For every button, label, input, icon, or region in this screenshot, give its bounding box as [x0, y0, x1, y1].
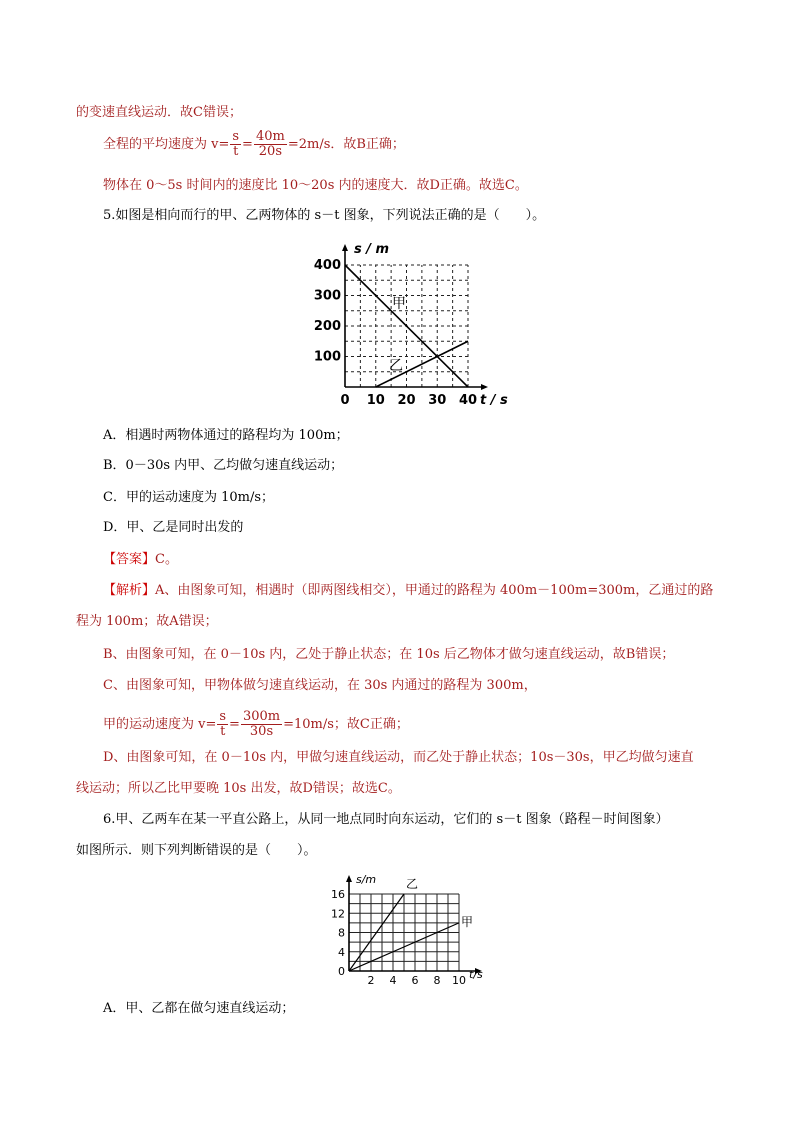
answer-value: C。: [155, 552, 178, 567]
fraction-denominator: t: [220, 724, 226, 739]
analysis-line: C、由图象可知，甲物体做匀速直线运动，在 30s 内通过的路程为 300m，: [103, 678, 537, 693]
x-tick-label: 4: [389, 974, 397, 987]
fraction: [254, 130, 287, 159]
question-6-line2: 如图所示．则下列判断错误的是（ ）。: [76, 843, 317, 858]
fraction-numerator: s: [219, 709, 227, 724]
equals-sign: =: [242, 137, 253, 152]
x-tick-label: 40: [458, 393, 478, 408]
analysis-text: A、由图象可知，相遇时（即两图线相交），甲通过的路程为 400m－100m=300m，乙通过的路: [155, 583, 714, 598]
option-c: C．甲的运动速度为 10m/s；: [103, 490, 274, 505]
analysis-label: 【解析】: [103, 583, 156, 598]
option-b: B．0－30s 内甲、乙均做匀速直线运动；: [103, 458, 344, 473]
average-speed-formula: [103, 130, 405, 159]
series-label: 乙: [389, 358, 403, 374]
fraction-numerator: 40m: [255, 129, 285, 144]
text-line: 的变速直线运动．故C错误；: [76, 105, 242, 120]
fraction: [217, 710, 228, 739]
x-axis-label: t / s: [480, 393, 508, 408]
series-label: 甲: [392, 296, 406, 312]
x-tick-label: 10: [452, 974, 466, 987]
option-a: A．甲、乙都在做匀速直线运动；: [103, 1001, 295, 1016]
fraction-numerator: s: [232, 129, 240, 144]
x-tick-label: 30: [428, 393, 447, 408]
option-d: D．甲、乙是同时出发的: [103, 520, 244, 535]
question-6-line1: 6.甲、乙两车在某一平直公路上，从同一地点同时向东运动，它们的 s－t 图象（路程－时间图象）: [103, 812, 669, 827]
y-tick-label: 300: [313, 288, 341, 304]
x-tick-label: 8: [433, 974, 441, 987]
x-tick-label: 6: [411, 974, 419, 987]
y-tick-label: 400: [313, 258, 341, 273]
fraction: [241, 710, 282, 739]
chart-q5-st-graph: [313, 238, 515, 410]
text-fragment: =10m/s；故C正确；: [283, 717, 409, 732]
x-tick-label: 0: [340, 393, 350, 408]
y-tick-label: 16: [331, 888, 345, 901]
chart-q6-st-graph: [328, 870, 493, 988]
option-a: A．相遇时两物体通过的路程均为 100m；: [103, 428, 349, 443]
fraction: [230, 130, 241, 159]
analysis-line: D、由图象可知，在 0－10s 内，甲做匀速直线运动，而乙处于静止状态；10s－30s，甲乙均做匀速直: [103, 750, 694, 765]
y-tick-label: 8: [338, 926, 345, 940]
equals-sign: =: [229, 717, 240, 732]
text-fragment: 全程的平均速度为 v=: [103, 137, 230, 152]
y-axis-arrow: [346, 875, 352, 882]
text-line: 物体在 0～5s 时间内的速度比 10～20s 内的速度大．故D正确。故选C。: [103, 178, 528, 193]
speed-formula: [103, 710, 409, 739]
y-tick-label: 200: [313, 319, 341, 334]
text-fragment: =2m/s．故B正确；: [287, 137, 405, 152]
analysis-line: 程为 100m；故A错误；: [76, 614, 218, 629]
x-axis-arrow: [481, 384, 488, 390]
analysis-line: [103, 581, 713, 601]
x-axis-label: t/s: [469, 968, 483, 981]
y-axis-label: s/m: [356, 873, 377, 886]
y-tick-label: 0: [338, 965, 345, 978]
y-tick-label: 100: [313, 349, 341, 365]
y-tick-label: 4: [338, 945, 345, 959]
fraction-denominator: 30s: [249, 724, 274, 739]
answer-label: 【答案】: [103, 552, 156, 567]
question-5: 5.如图是相向而行的甲、乙两物体的 s－t 图象，下列说法正确的是（ ）。: [103, 208, 546, 223]
series-label: 乙: [406, 877, 419, 891]
text-fragment: 甲的运动速度为 v=: [103, 717, 217, 732]
y-tick-label: 12: [331, 907, 345, 921]
fraction-numerator: 300m: [242, 709, 281, 724]
fraction-denominator: t: [233, 144, 239, 159]
y-axis-label: s / m: [354, 242, 390, 257]
x-tick-label: 10: [366, 393, 385, 408]
x-tick-label: 20: [397, 393, 416, 408]
answer: [103, 550, 178, 570]
x-tick-label: 2: [367, 974, 375, 987]
fraction-denominator: 20s: [258, 144, 282, 159]
analysis-line: 线运动；所以乙比甲要晚 10s 出发，故D错误；故选C。: [76, 781, 401, 796]
analysis-line: B、由图象可知，在 0－10s 内，乙处于静止状态；在 10s 后乙物体才做匀速直线运动，故B错误；: [103, 647, 675, 662]
series-label: 甲: [461, 915, 474, 929]
y-axis-arrow: [342, 244, 348, 251]
